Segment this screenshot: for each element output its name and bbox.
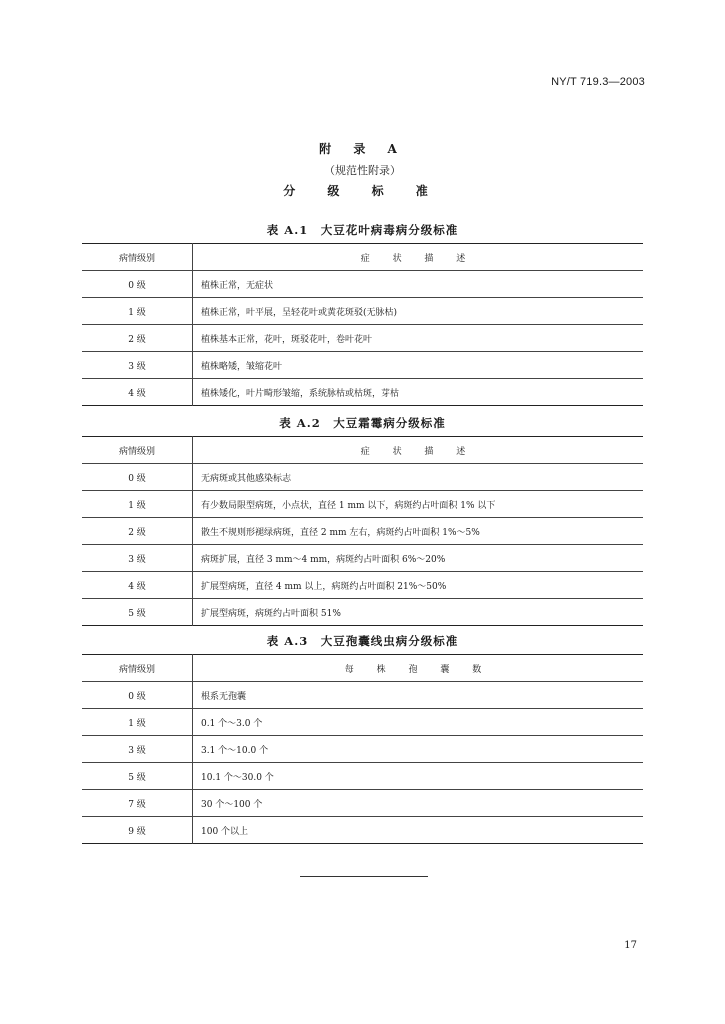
table-row xyxy=(82,491,643,518)
grade-cell: 1 级 xyxy=(82,298,193,325)
grade-cell: 9 级 xyxy=(82,817,193,844)
table-row xyxy=(82,709,643,736)
description-cell: 植株基本正常，花叶，斑驳花叶，卷叶花叶 xyxy=(193,325,644,352)
grade-cell: 4 级 xyxy=(82,572,193,599)
description-cell: 扩展型病斑，病斑约占叶面积 51% xyxy=(193,599,644,626)
description-cell: 扩展型病斑，直径 4 mm 以上，病斑约占叶面积 21%～50% xyxy=(193,572,644,599)
grade-cell: 0 级 xyxy=(82,271,193,298)
table-row xyxy=(82,325,643,352)
header-description: 症 状 描 述 xyxy=(193,437,644,464)
table-a2-caption: 表 A.2 大豆霜霉病分级标准 xyxy=(279,416,446,430)
grade-cell: 1 级 xyxy=(82,491,193,518)
table-row xyxy=(82,599,643,626)
description-cell: 无病斑或其他感染标志 xyxy=(193,464,644,491)
table-row xyxy=(82,464,643,491)
description-cell: 植株略矮，皱缩花叶 xyxy=(193,352,644,379)
grade-cell: 3 级 xyxy=(82,736,193,763)
header-description: 症 状 描 述 xyxy=(193,244,644,271)
table-row xyxy=(82,298,643,325)
header-grade: 病情级别 xyxy=(82,244,193,271)
table-a2 xyxy=(82,436,643,626)
header-grade: 病情级别 xyxy=(82,655,193,682)
table-row xyxy=(82,736,643,763)
header-cyst-count: 每 株 孢 囊 数 xyxy=(193,655,644,682)
grade-cell: 4 级 xyxy=(82,379,193,406)
end-rule xyxy=(300,876,428,877)
table-row xyxy=(82,379,643,406)
grade-cell: 5 级 xyxy=(82,763,193,790)
table-a1 xyxy=(82,243,643,406)
table-row xyxy=(82,518,643,545)
description-cell: 植株正常，无症状 xyxy=(193,271,644,298)
description-cell: 植株正常，叶平展，呈轻花叶或黄花斑驳(无脉枯) xyxy=(193,298,644,325)
description-cell: 植株矮化，叶片畸形皱缩，系统脉枯或枯斑，芽枯 xyxy=(193,379,644,406)
grade-cell: 1 级 xyxy=(82,709,193,736)
page-number: 17 xyxy=(624,940,637,951)
table-a3 xyxy=(82,654,643,844)
table-header-row xyxy=(82,437,643,464)
table-row xyxy=(82,682,643,709)
grade-cell: 3 级 xyxy=(82,352,193,379)
table-row xyxy=(82,763,643,790)
table-row xyxy=(82,352,643,379)
grade-cell: 7 级 xyxy=(82,790,193,817)
table-row xyxy=(82,271,643,298)
cyst-count-cell: 100 个以上 xyxy=(193,817,644,844)
grade-cell: 2 级 xyxy=(82,518,193,545)
grade-cell: 5 级 xyxy=(82,599,193,626)
cyst-count-cell: 根系无孢囊 xyxy=(193,682,644,709)
description-cell: 散生不规则形褪绿病斑，直径 2 mm 左右，病斑约占叶面积 1%～5% xyxy=(193,518,644,545)
table-row xyxy=(82,817,643,844)
cyst-count-cell: 10.1 个～30.0 个 xyxy=(193,763,644,790)
appendix-nature: （规范性附录） xyxy=(324,164,401,177)
description-cell: 有少数局限型病斑，小点状，直径 1 mm 以下，病斑约占叶面积 1% 以下 xyxy=(193,491,644,518)
table-a3-caption: 表 A.3 大豆孢囊线虫病分级标准 xyxy=(266,634,459,648)
header-grade: 病情级别 xyxy=(82,437,193,464)
standard-number: NY/T 719.3—2003 xyxy=(551,76,645,88)
table-row xyxy=(82,572,643,599)
table-row xyxy=(82,790,643,817)
appendix-title: 附 录 A xyxy=(319,142,406,156)
grade-cell: 0 级 xyxy=(82,682,193,709)
grade-cell: 0 级 xyxy=(82,464,193,491)
cyst-count-cell: 3.1 个～10.0 个 xyxy=(193,736,644,763)
description-cell: 病斑扩展，直径 3 mm～4 mm，病斑约占叶面积 6%～20% xyxy=(193,545,644,572)
grade-cell: 2 级 xyxy=(82,325,193,352)
table-header-row xyxy=(82,655,643,682)
appendix-subtitle: 分 级 标 准 xyxy=(283,184,442,198)
cyst-count-cell: 30 个～100 个 xyxy=(193,790,644,817)
cyst-count-cell: 0.1 个～3.0 个 xyxy=(193,709,644,736)
table-row xyxy=(82,545,643,572)
table-a1-caption: 表 A.1 大豆花叶病毒病分级标准 xyxy=(266,223,459,237)
grade-cell: 3 级 xyxy=(82,545,193,572)
table-header-row xyxy=(82,244,643,271)
